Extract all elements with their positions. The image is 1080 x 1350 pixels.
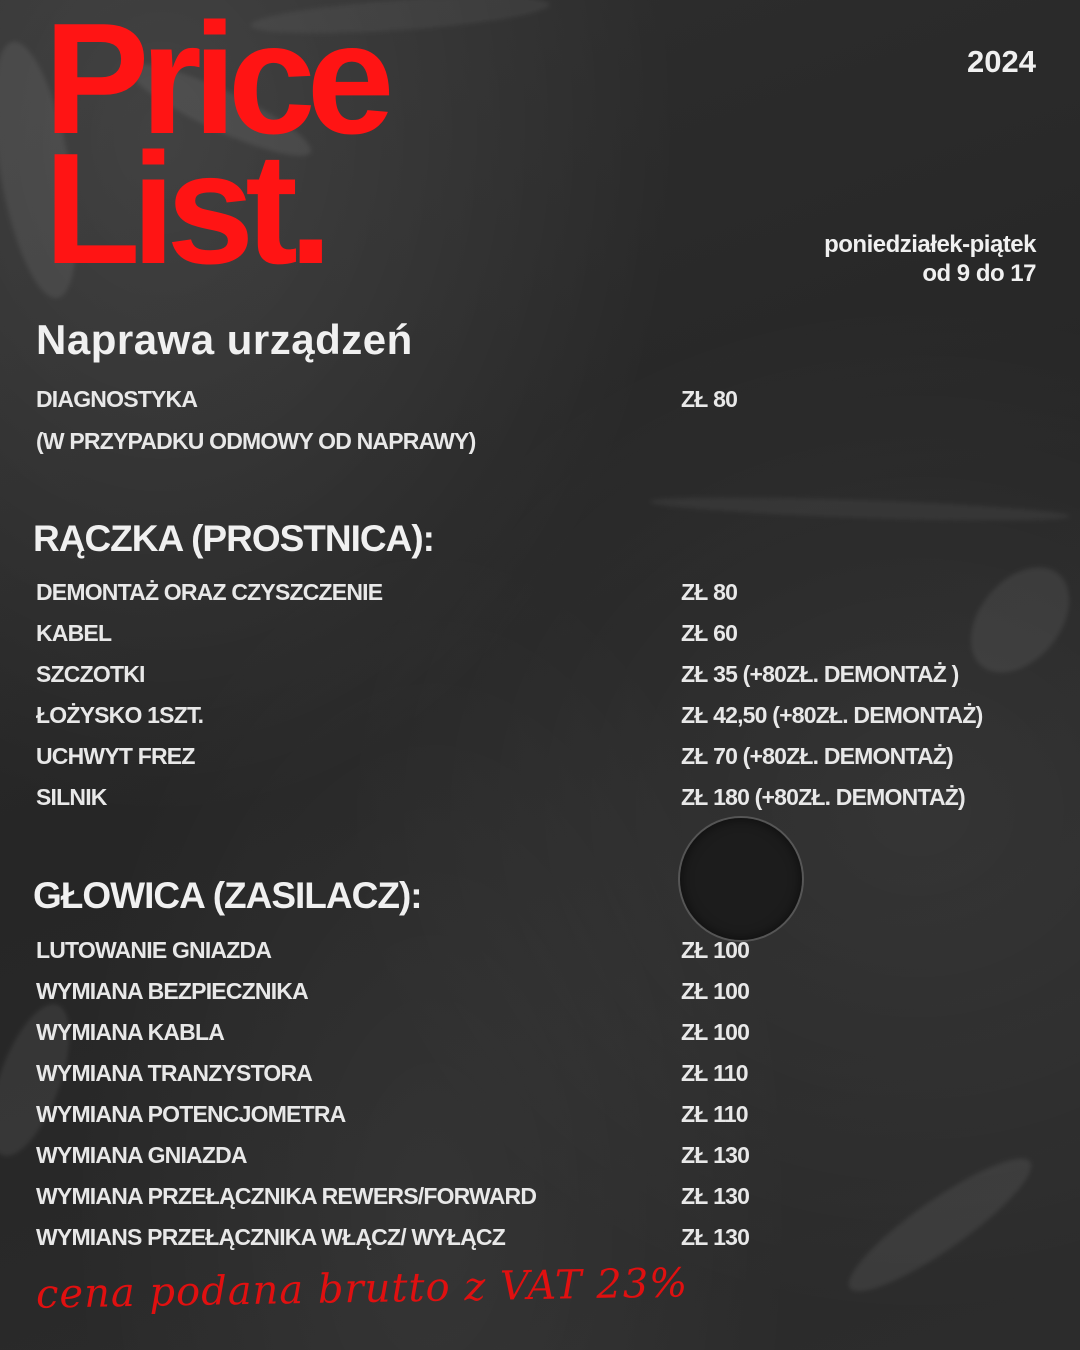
- list-item: [36, 620, 1046, 661]
- item-price: ZŁ 130: [681, 1224, 750, 1250]
- decorative-circle: [680, 818, 802, 940]
- page-title: [44, 0, 386, 297]
- item-name: DIAGNOSTYKA: [36, 386, 198, 412]
- list-item: [36, 386, 1046, 427]
- section-title-repair: Naprawa urządzeń: [36, 316, 413, 363]
- item-name: WYMIANA KABLA: [36, 1019, 225, 1045]
- list-item: [36, 1101, 1046, 1142]
- list-item: [36, 978, 1046, 1019]
- item-name: WYMIANA PRZEŁĄCZNIKA REWERS/FORWARD: [36, 1183, 537, 1209]
- item-name: SILNIK: [36, 784, 107, 810]
- list-item: [36, 937, 1046, 978]
- item-price: ZŁ 100: [681, 978, 750, 1004]
- diagnostics-note: (W PRZYPADKU ODMOWY OD NAPRAWY): [36, 428, 476, 454]
- item-price: ZŁ 60: [681, 620, 738, 646]
- title-line-1: Price: [44, 0, 386, 167]
- item-price: ZŁ 130: [681, 1142, 750, 1168]
- item-price: ZŁ 180 (+80ZŁ. DEMONTAŻ): [681, 784, 965, 810]
- item-name: ŁOŻYSKO 1SZT.: [36, 702, 204, 728]
- section-title-handle: RĄCZKA (PROSTNICA):: [33, 518, 434, 559]
- list-item: [36, 702, 1046, 743]
- texture-streak: [650, 493, 1070, 526]
- list-item: [36, 1019, 1046, 1060]
- item-name: SZCZOTKI: [36, 661, 145, 687]
- item-name: WYMIANA TRANZYSTORA: [36, 1060, 313, 1086]
- item-price: ZŁ 35 (+80ZŁ. DEMONTAŻ ): [681, 661, 959, 687]
- item-price: ZŁ 110: [681, 1060, 748, 1086]
- item-price: ZŁ 70 (+80ZŁ. DEMONTAŻ): [681, 743, 953, 769]
- vat-note: cena podana brutto z VAT 23%: [35, 1260, 689, 1318]
- item-price: ZŁ 100: [681, 937, 750, 963]
- item-name: WYMIANA POTENCJOMETRA: [36, 1101, 346, 1127]
- opening-hours: [824, 230, 1036, 288]
- item-name: WYMIANS PRZEŁĄCZNIKA WŁĄCZ/ WYŁĄCZ: [36, 1224, 505, 1250]
- item-price: ZŁ 130: [681, 1183, 750, 1209]
- list-item: [36, 579, 1046, 620]
- list-item: [36, 1183, 1046, 1224]
- item-name: WYMIANA GNIAZDA: [36, 1142, 247, 1168]
- section-title-power-unit: GŁOWICA (ZASILACZ):: [33, 875, 422, 916]
- list-item: [36, 784, 1046, 825]
- item-price: ZŁ 110: [681, 1101, 748, 1127]
- item-name: DEMONTAŻ ORAZ CZYSZCZENIE: [36, 579, 383, 605]
- item-price: ZŁ 100: [681, 1019, 750, 1045]
- title-line-2: List.: [44, 121, 324, 297]
- item-price: ZŁ 80: [681, 579, 738, 605]
- list-item: [36, 1224, 1046, 1265]
- list-item: [36, 1142, 1046, 1183]
- item-name: LUTOWANIE GNIAZDA: [36, 937, 272, 963]
- year-label: 2024: [967, 44, 1036, 79]
- hours-time: od 9 do 17: [922, 260, 1036, 287]
- list-item: [36, 743, 1046, 784]
- list-item: [36, 661, 1046, 702]
- item-price: ZŁ 80: [681, 386, 738, 412]
- item-name: WYMIANA BEZPIECZNIKA: [36, 978, 308, 1004]
- item-price: ZŁ 42,50 (+80ZŁ. DEMONTAŻ): [681, 702, 983, 728]
- hours-days: poniedziałek-piątek: [824, 231, 1036, 258]
- item-name: KABEL: [36, 620, 112, 646]
- item-name: UCHWYT FREZ: [36, 743, 195, 769]
- list-item: [36, 1060, 1046, 1101]
